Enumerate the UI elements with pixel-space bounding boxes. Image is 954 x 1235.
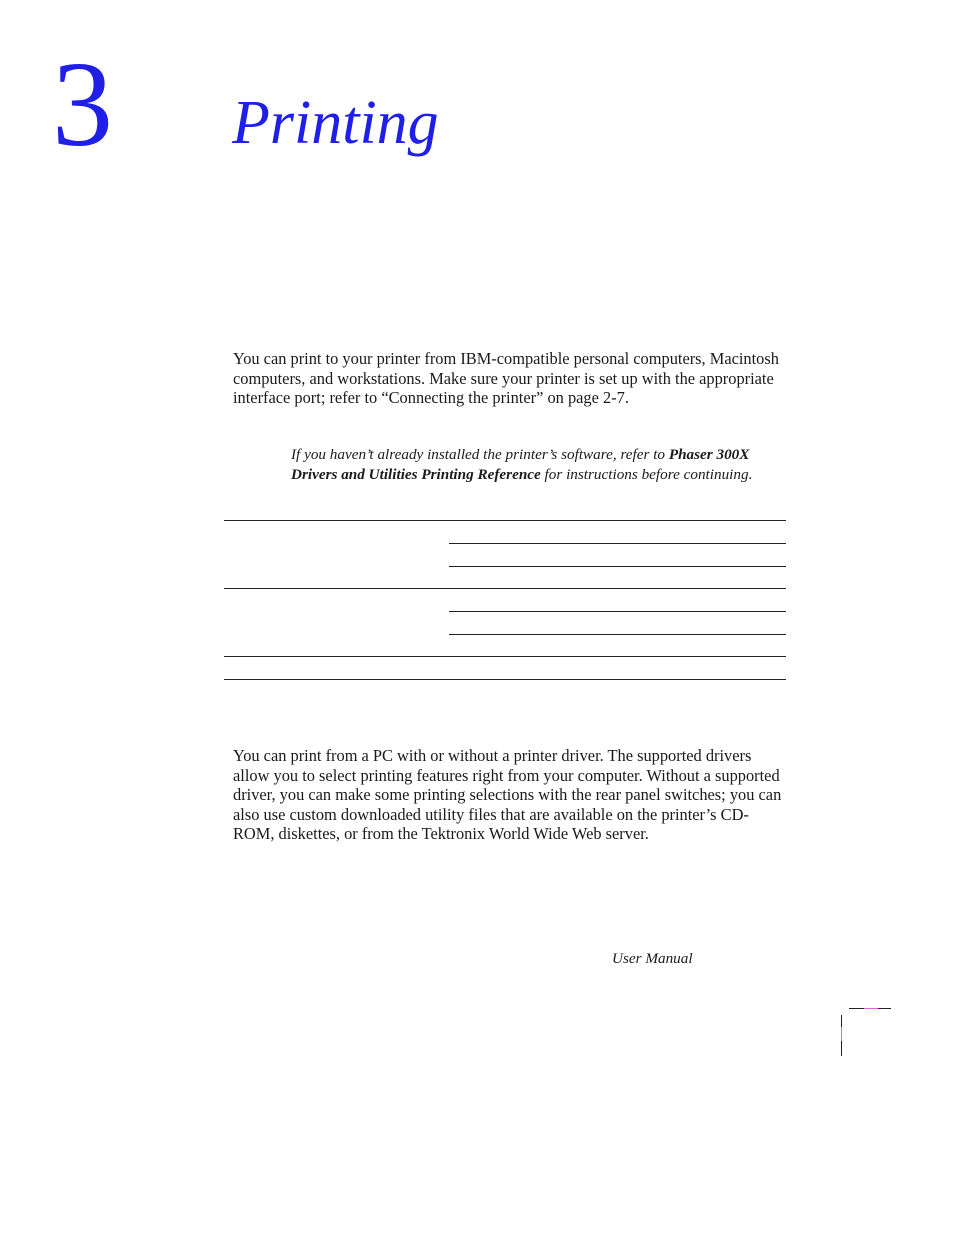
note-tail: for instructions before continuing. [540, 466, 753, 483]
footer-manual-label: User Manual [612, 950, 693, 967]
table-rule-partial [449, 543, 786, 544]
crop-mark-horizontal-accent [864, 1008, 878, 1009]
crop-mark-vertical-accent [841, 1027, 842, 1041]
chapter-title: Printing [232, 89, 439, 157]
table-rule-full [224, 520, 786, 521]
table-rule-partial [449, 634, 786, 635]
software-note [291, 445, 761, 485]
chapter-number: 3 [52, 37, 113, 172]
pc-printing-paragraph: You can print from a PC with or without a printer driver. The supported drivers allow you to select printing features right from your computer. Without a supported driver, you can make some printing selections with the rear panel switches; you can also use custom downloaded utility files that are available on the printer’s CD-ROM, diskettes, or from the Tektronix World Wide Web server. [233, 746, 782, 843]
table-rule-full [224, 656, 786, 657]
table-rule-full [224, 679, 786, 680]
note-lead: If you haven’t already installed the printer’s software, refer to [291, 446, 669, 463]
intro-paragraph: You can print to your printer from IBM-compatible personal computers, Macintosh computers, and workstations. Make sure your printer is set up with the appropriate interface port; refer to “Connecting the printer” on page 2-7. [233, 349, 779, 407]
table-rule-full [224, 588, 786, 589]
table-rule-partial [449, 566, 786, 567]
note-reference-title: Phaser 300X Drivers and Utilities Printing Reference [291, 446, 750, 483]
table-rule-partial [449, 611, 786, 612]
